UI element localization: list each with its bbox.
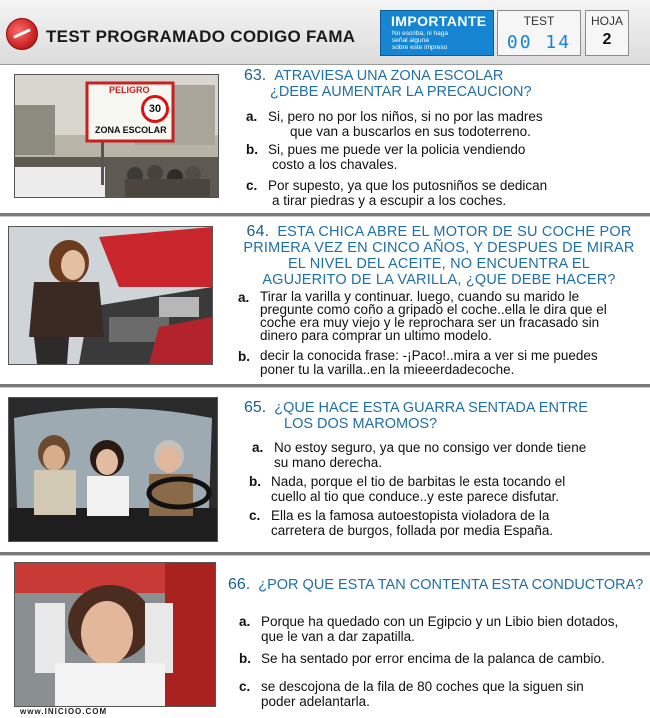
- answer-text: [268, 178, 547, 208]
- answer-line: que van a buscarlos en sus todoterreno.: [290, 124, 531, 139]
- answer-line: su mano derecha.: [274, 455, 383, 470]
- answer-63-c[interactable]: [246, 178, 641, 210]
- question-64-title: [234, 224, 644, 288]
- answer-key: c.: [239, 679, 251, 694]
- answer-line: Si, pues me puede ver la policia vendiendo: [268, 142, 526, 157]
- answer-line: se descojona de la fila de 80 coches que la siguen sin: [261, 679, 584, 694]
- section-divider: [0, 552, 650, 556]
- answer-64-b[interactable]: [238, 349, 643, 379]
- question-text: ¿QUE HACE ESTA GUARRA SENTADA ENTRE: [274, 400, 588, 416]
- answer-text: [261, 614, 618, 644]
- answer-66-a[interactable]: [239, 614, 644, 646]
- hoja-value: 2: [602, 31, 612, 48]
- answer-line: Ella es la famosa autoestopista violadora de la: [271, 508, 550, 523]
- answer-key: a.: [238, 290, 250, 305]
- question-text: PRIMERA VEZ EN CINCO AÑOS, Y DESPUES DE MIRAR: [243, 240, 635, 256]
- answer-line: pregunte como coño a gripado el coche..ella le dira que el: [260, 302, 607, 317]
- answer-line: Se ha sentado por error encima de la palanca de cambio.: [261, 651, 605, 666]
- question-text: AGUJERITO DE LA VARILLA, ¿QUE DEBE HACER?: [262, 272, 616, 288]
- answer-line: poner tu la varilla..en la mieeerdadecoche.: [260, 362, 515, 377]
- answer-text: [271, 508, 553, 538]
- test-label: TEST: [523, 14, 555, 28]
- footer-watermark: www.INICIOO.COM: [20, 707, 108, 716]
- hoja-label: HOJA: [590, 14, 623, 28]
- sign-peligro-text: PELIGRO: [109, 85, 150, 95]
- important-note-line: sobre este impreso: [392, 44, 448, 51]
- answer-65-c[interactable]: [249, 508, 642, 540]
- answer-key: a.: [252, 440, 264, 455]
- question-number: 66.: [228, 576, 251, 593]
- answer-key: b.: [246, 142, 258, 157]
- question-text: ¿POR QUE ESTA TAN CONTENTA ESTA CONDUCTORA?: [258, 577, 644, 593]
- question-text: ¿DEBE AUMENTAR LA PRECAUCION?: [270, 84, 532, 100]
- important-notice: [380, 10, 494, 56]
- answer-line: Por supesto, ya que los putosniños se dedican: [268, 178, 548, 193]
- answer-text: [260, 349, 598, 377]
- logo-icon: [6, 18, 38, 50]
- question-number: 65.: [244, 399, 267, 416]
- answer-66-b[interactable]: [239, 651, 644, 669]
- question-number: 63.: [244, 67, 267, 84]
- important-title: IMPORTANTE: [391, 13, 487, 29]
- question-66-title: [228, 577, 644, 593]
- answer-line: Si, pero no por los niños, si no por las madres: [268, 109, 543, 124]
- answer-text: [271, 474, 565, 504]
- header-bar: [0, 0, 650, 65]
- answer-64-a[interactable]: [238, 290, 643, 350]
- answer-key: a.: [239, 614, 251, 629]
- important-note: [392, 30, 482, 51]
- question-text: EL NIVEL DEL ACEITE, NO ENCUENTRA EL: [287, 256, 591, 272]
- car-interior-illustration: [9, 398, 217, 541]
- important-note-line: señal alguna: [392, 37, 429, 44]
- section-divider: [0, 213, 650, 217]
- answer-text: [261, 679, 584, 709]
- question-63-title: [244, 68, 644, 100]
- answer-63-a[interactable]: [246, 109, 641, 141]
- photo-three-in-car: [8, 397, 218, 542]
- answer-line: cuello al tio que conduce..y este parece disfutar.: [271, 489, 560, 504]
- answer-line: a tirar piedras y a escupir a los coches.: [272, 193, 507, 208]
- answer-line: coche era muy viejo y le reprochara ser un fracasado sin: [260, 315, 600, 330]
- question-text: ESTA CHICA ABRE EL MOTOR DE SU COCHE POR: [277, 224, 632, 240]
- question-number: 64.: [246, 223, 270, 240]
- speed-limit-sign: 30: [141, 95, 169, 123]
- answer-text: [268, 109, 543, 139]
- answer-text: [274, 440, 586, 470]
- answer-65-a[interactable]: [252, 440, 642, 472]
- answer-text: [261, 651, 605, 666]
- driver-illustration: [15, 563, 215, 706]
- test-value: 00 14: [506, 32, 572, 53]
- photo-school-zone-sign: [14, 74, 219, 198]
- answer-key: b.: [249, 474, 261, 489]
- answer-63-b[interactable]: [246, 142, 641, 174]
- answer-key: b.: [239, 651, 251, 666]
- answer-key: c.: [246, 178, 258, 193]
- question-text: ATRAVIESA UNA ZONA ESCOLAR: [274, 68, 504, 84]
- question-65-title: [244, 400, 644, 432]
- section-divider: [0, 384, 650, 388]
- answer-key: c.: [249, 508, 261, 523]
- answer-line: carretera de burgos, follada por media España.: [271, 523, 554, 538]
- sign-zona-escolar-text: ZONA ESCOLAR: [95, 125, 167, 135]
- answer-key: a.: [246, 109, 258, 124]
- answer-text: [260, 290, 607, 342]
- answer-line: Tirar la varilla y continuar. luego, cuando su marido le: [260, 289, 580, 304]
- answer-65-b[interactable]: [249, 474, 642, 506]
- answer-line: costo a los chavales.: [272, 157, 398, 172]
- answer-line: poder adelantarla.: [261, 694, 370, 709]
- answer-line: No estoy seguro, ya que no consigo ver donde tiene: [274, 440, 587, 455]
- photo-woman-engine: [8, 226, 213, 365]
- answer-line: decir la conocida frase: -¡Paco!..mira a ver si me puedes: [260, 348, 598, 363]
- question-text: LOS DOS MAROMOS?: [284, 416, 438, 432]
- answer-line: dinero para comprar un ultimo modelo.: [260, 328, 492, 343]
- answer-text: [268, 142, 525, 172]
- important-note-line: No escriba, ni haga: [392, 30, 449, 37]
- answer-66-c[interactable]: [239, 679, 644, 709]
- sheet-number-box: [585, 10, 629, 56]
- answer-key: b.: [238, 349, 250, 364]
- answer-line: que le van a dar zapatilla.: [261, 629, 415, 644]
- engine-illustration: [9, 227, 212, 364]
- photo-happy-driver: [14, 562, 216, 707]
- answer-line: Nada, porque el tio de barbitas le esta tocando el: [271, 474, 566, 489]
- page-title: TEST PROGRAMADO CODIGO FAMA: [46, 27, 356, 46]
- answer-line: Porque ha quedado con un Egipcio y un Libio bien dotados,: [261, 614, 619, 629]
- test-number-box: [497, 10, 581, 56]
